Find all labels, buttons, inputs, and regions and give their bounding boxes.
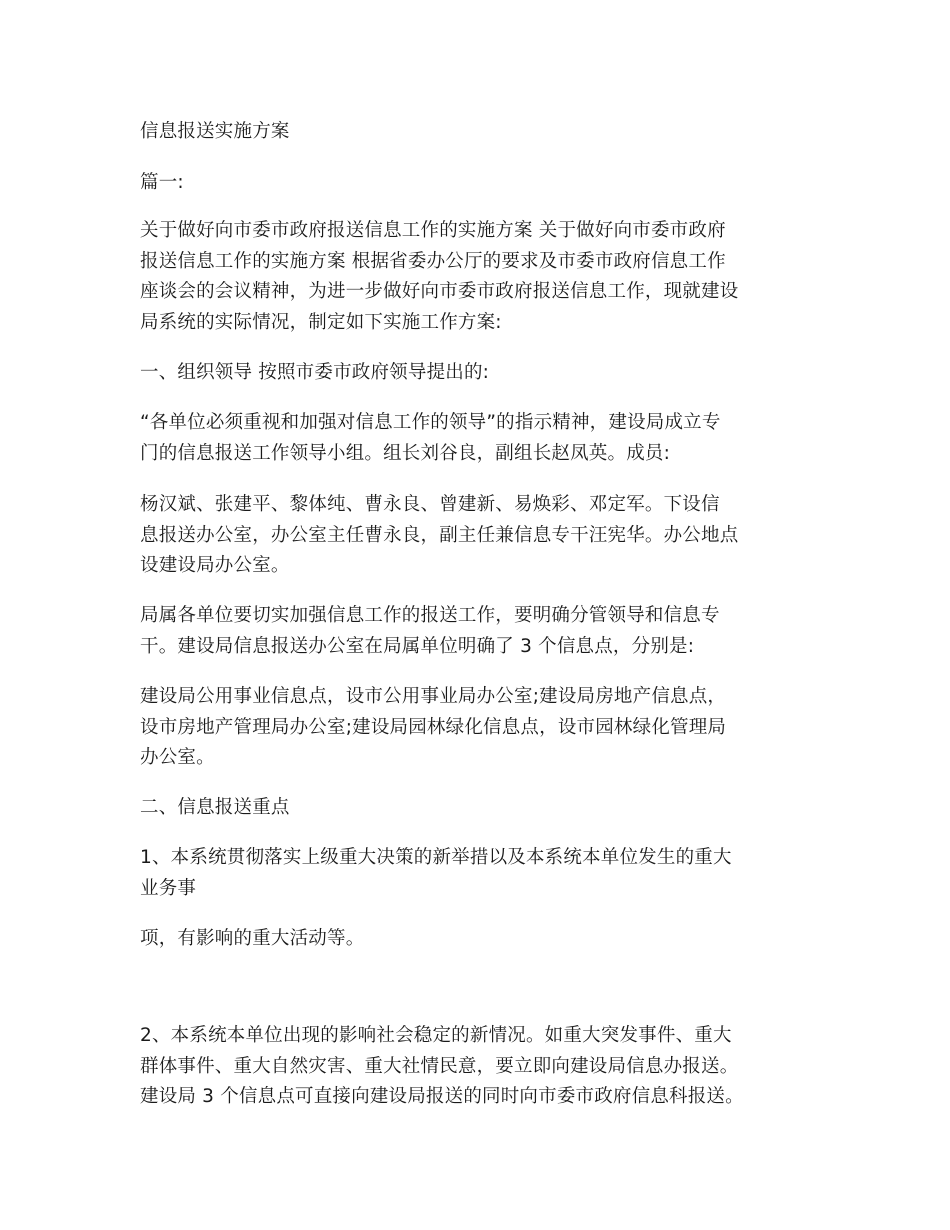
part1-heading-line: 一、组织领导 按照市委市政府领导提出的: [140,362,490,383]
title-line: 信息报送实施方案 [140,121,290,142]
item2-line: 建设局 3 个信息点可直接向建设局报送的同时向市委市政府信息科报送。 [140,1086,744,1107]
intro-paragraph [140,216,820,338]
item1-paragraph [140,843,820,904]
units-line: 局属各单位要切实加强信息工作的报送工作，要明确分管领导和信息专 [140,605,720,626]
members-line: 杨汉斌、张建平、黎体纯、曹永良、曾建新、易焕彩、邓定军。下设信 [140,494,720,515]
members-line: 息报送办公室，办公室主任曹永良，副主任兼信息专干汪宪华。办公地点 [140,524,739,546]
item1-line: 业务事 [140,877,197,899]
intro-line: 座谈会的会议精神，为进一步做好向市委市政府报送信息工作，现就建设 [140,281,739,302]
part2-heading-line: 二、信息报送重点 [140,797,290,818]
part1-quote-paragraph [140,408,820,469]
section-label [140,168,820,199]
members-line: 设建设局办公室。 [140,555,290,576]
item1-line: 1、本系统贯彻落实上级重大决策的新举措以及本系统本单位发生的重大 [140,847,732,868]
intro-line: 报送信息工作的实施方案 根据省委办公厅的要求及市委市政府信息工作 [140,250,726,272]
part1-units-paragraph [140,601,820,662]
quote-line: 门的信息报送工作领导小组。组长刘谷良，副组长赵凤英。成员: [140,442,671,464]
intro-line: 关于做好向市委市政府报送信息工作的实施方案 关于做好向市委市政府 [140,220,726,241]
quote-line: “各单位必须重视和加强对信息工作的领导”的指示精神，建设局成立专 [140,412,721,433]
points-line: 建设局公用事业信息点，设市公用事业局办公室;建设局房地产信息点， [140,686,727,707]
points-line: 设市房地产管理局办公室;建设局园林绿化信息点，设市园林绿化管理局 [140,716,727,738]
points-line: 办公室。 [140,747,215,768]
section-label-line: 篇一: [140,172,184,193]
item1-continuation [140,924,820,955]
part1-members-paragraph [140,490,820,582]
item1-cont-line: 项，有影响的重大活动等。 [140,928,365,949]
units-line: 干。建设局信息报送办公室在局属单位明确了 3 个信息点，分别是: [140,635,695,657]
part2-heading [140,793,820,824]
document-title [140,117,820,148]
item2-line: 群体事件、重大自然灾害、重大社情民意，要立即向建设局信息办报送。 [140,1055,739,1077]
item2-paragraph [140,1021,820,1113]
part1-points-paragraph [140,682,820,774]
intro-line: 局系统的实际情况，制定如下实施工作方案: [140,311,502,333]
item2-line: 2、本系统本单位出现的影响社会稳定的新情况。如重大突发事件、重大 [140,1025,732,1046]
part1-heading [140,358,820,389]
